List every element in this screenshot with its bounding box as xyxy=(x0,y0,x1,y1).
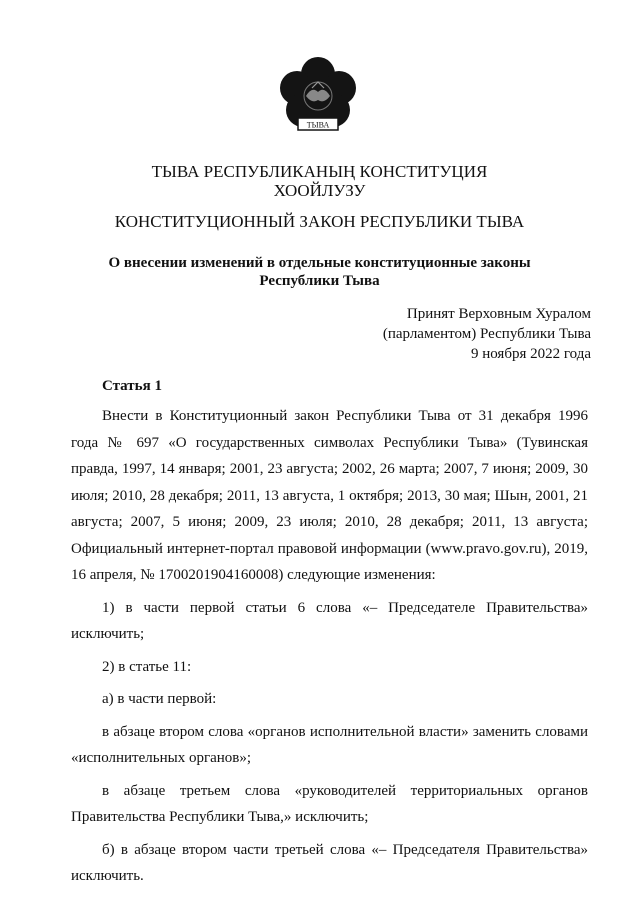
article-paragraph: б) в абзаце втором части третьей слова «– Председателя Правительства» исключить. xyxy=(71,841,588,884)
tuva-emblem-icon xyxy=(276,52,360,142)
article-paragraph: Внести в Конституционный закон Республики Тыва от 31 декабря 1996 года № 697 «О государственных символах Республики Тыва» (Тувинская правда, 1997, 14 января; 2001, 23 августа; 2002, 26 марта; 2007, 7 июня; 2009, 30 июля; 2010, 28 декабря; 2011, 13 августа, 1 октября; 2013, 30 мая; Шын, 2001, 21 августа; 2007, 5 июня; 2009, 23 июля; 2010, 28 декабря; 2011, 13 августа; Официальный интернет-портал правовой информации (www.pravo.gov.ru), 2019, 16 апреля, № 1700201904160008) следующие изменения: xyxy=(71,408,588,583)
title-russian: КОНСТИТУЦИОННЫЙ ЗАКОН РЕСПУБЛИКИ ТЫВА xyxy=(114,212,525,231)
law-subject-line2: Республики Тыва xyxy=(259,273,380,289)
emblem-text: ТЫВА xyxy=(306,120,330,130)
title-tuvan-line1: ТЫВА РЕСПУБЛИКАНЫҢ КОНСТИТУЦИЯ xyxy=(151,162,488,181)
article-paragraph: в абзаце третьем слова «руководителей территориальных органов Правительства Республики Тыва,» исключить; xyxy=(71,782,588,825)
article-paragraph: 2) в статье 11: xyxy=(102,658,192,675)
article-paragraph: 1) в части первой статьи 6 слова «– Председателе Правительства» исключить; xyxy=(71,599,588,642)
article-title: Статья 1 xyxy=(102,378,162,394)
adoption-note xyxy=(331,304,591,364)
adoption-line2: (парламентом) Республики Тыва xyxy=(382,326,591,342)
article-paragraph: в абзаце втором слова «органов исполнительной власти» заменить словами «исполнительных органов»; xyxy=(71,723,588,766)
title-tuvan-line2: ХООЙЛУЗУ xyxy=(273,181,366,200)
adoption-date: 9 ноября 2022 года xyxy=(470,346,591,362)
law-subject-line1: О внесении изменений в отдельные конституционные законы xyxy=(108,255,531,271)
law-subject xyxy=(0,254,639,290)
article-paragraph: а) в части первой: xyxy=(102,691,217,707)
adoption-line1: Принят Верховным Хуралом xyxy=(406,306,591,322)
article-body xyxy=(71,403,588,896)
title-tuvan xyxy=(0,162,639,200)
